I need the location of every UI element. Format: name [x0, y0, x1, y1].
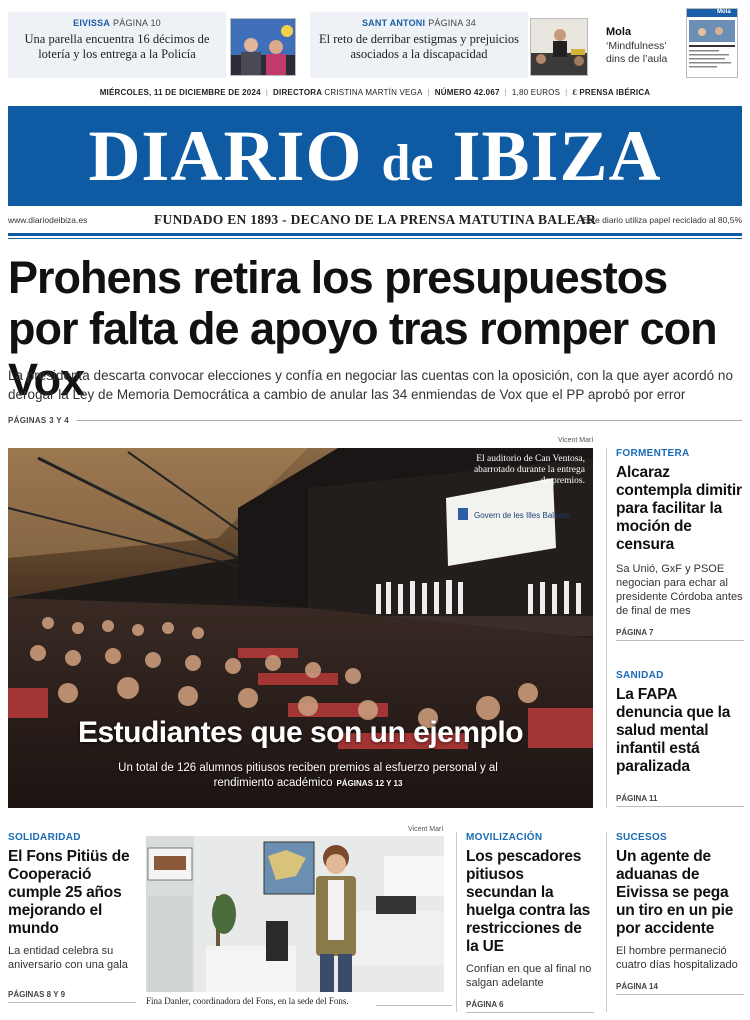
- teaser-mola[interactable]: [600, 12, 682, 78]
- teaser-sant-antoni-photo: [530, 18, 588, 76]
- price: 1,80 EUROS: [511, 88, 561, 97]
- divider: [8, 233, 742, 236]
- bottom-story-headline[interactable]: Un agente de aduanas de Eivissa se pega un tiro en un pie por accidente: [616, 848, 734, 937]
- bottom-story-section: SUCESOS: [616, 832, 668, 843]
- side-story-headline[interactable]: Alcaraz contempla dimitir para facilitar la moción de censura: [616, 464, 742, 553]
- title-part-de: de: [381, 135, 434, 192]
- lead-headline[interactable]: Prohens retira los presupuestos por falta de apoyo tras romper con Vox: [8, 252, 717, 405]
- bottom-story-body: La entidad celebra su aniversario con una gala: [8, 945, 128, 971]
- main-photo-credit: Vicent Marí: [558, 437, 594, 444]
- issue-number: NÚMERO 42.067: [434, 88, 500, 97]
- column-divider: [606, 448, 607, 808]
- bottom-story-page: PÁGINA 14: [616, 982, 744, 995]
- divider: [8, 238, 742, 239]
- side-story-body: Sa Unió, GxF y PSOE negocian para echar al presidente Córdoba antes de final de mes: [616, 563, 743, 617]
- side-story-sanidad[interactable]: [616, 670, 744, 807]
- bottom-story-headline[interactable]: Los pescadores pitiusos secundan la huelga contra las restricciones de la UE: [466, 848, 591, 955]
- edition-date: MIÉRCOLES, 11 DE DICIEMBRE DE 2024: [99, 88, 261, 97]
- main-photo[interactable]: [8, 448, 593, 808]
- press-group: PRENSA IBÉRICA: [579, 88, 651, 97]
- lead-deck: La presidenta descarta convocar elecciones y confía en negociar las cuentas con la oposición, con la que ayer acordó no derogar la Ley de Memoria Democrática a cambio de anular las 34 enmiendas de Vox que el PP aprobó por error: [8, 368, 733, 402]
- bottom-story-movilizacion[interactable]: [466, 832, 594, 1013]
- teaser-section: Mola: [606, 26, 632, 38]
- side-story-section: FORMENTERA: [616, 448, 690, 459]
- teaser-section: EIVISSA: [73, 18, 111, 28]
- newspaper-title: [8, 118, 742, 202]
- bottom-story-section: SOLIDARIDAD: [8, 832, 81, 843]
- recycled-paper-note: Este diario utiliza papel reciclado al 80,5%: [582, 215, 742, 225]
- bottom-story-solidaridad[interactable]: [8, 832, 136, 1003]
- stage-screen-text: Govern de les Illes Balears: [474, 511, 570, 520]
- teaser-page: PÁGINA 34: [428, 18, 477, 28]
- office-photo: [146, 836, 444, 992]
- fons-photo-credit: Vicent Marí: [408, 826, 444, 833]
- divider: [77, 420, 742, 421]
- auditorium-photo: [8, 448, 593, 808]
- column-divider: [456, 832, 457, 1012]
- teaser-sant-antoni[interactable]: [310, 12, 528, 78]
- teaser-page: PÁGINA 10: [113, 18, 161, 28]
- bottom-story-page: PÁGINAS 8 Y 9: [8, 990, 136, 1003]
- lead-pages: PÁGINAS 3 Y 4: [8, 416, 69, 425]
- column-divider: [606, 832, 607, 1012]
- teaser-eivissa[interactable]: [8, 12, 226, 78]
- title-part-diario: DIARIO: [88, 116, 363, 196]
- bottom-story-body: El hombre permaneció cuatro días hospitalizado: [616, 945, 738, 971]
- main-photo-pages: PÁGINAS 12 Y 13: [336, 779, 403, 788]
- fons-photo[interactable]: [146, 836, 444, 992]
- mola-cover-thumbnail: [686, 8, 738, 78]
- divider: [376, 1005, 452, 1006]
- website-link[interactable]: www.diariodeibiza.es: [8, 215, 88, 225]
- side-story-section: SANIDAD: [616, 670, 664, 681]
- teaser-text: Una parella encuentra 16 décimos de lotería y los entrega a la Policía: [24, 32, 210, 61]
- bottom-story-sucesos[interactable]: [616, 832, 744, 995]
- side-story-page: PÁGINA 7: [616, 628, 744, 641]
- bottom-story-body: Confían en que al final no salgan adelante: [466, 963, 592, 989]
- main-photo-caption: El auditorio de Can Ventosa, abarrotado durante la entrega de premios.: [473, 454, 585, 486]
- teaser-text: ‘Mindfulness’ dins de l’aula: [606, 40, 668, 65]
- main-photo-headline[interactable]: Estudiantes que son un ejemplo: [77, 716, 524, 749]
- press-group-logo-icon: Ɛ: [572, 88, 577, 97]
- side-story-page: PÁGINA 11: [616, 794, 744, 807]
- main-photo-summary: Un total de 126 alumnos pitiusos reciben premios al esfuerzo personal y al rendimiento académico: [118, 762, 498, 789]
- lead-pages-row: [8, 416, 742, 425]
- fons-photo-caption: Fina Danler, coordinadora del Fons, en la sede del Fons.: [146, 996, 349, 1006]
- teaser-section: SANT ANTONI: [361, 18, 426, 28]
- bottom-story-headline[interactable]: El Fons Pitiüs de Cooperació cumple 25 años mejorando el mundo: [8, 848, 130, 937]
- mola-thumb-label: Mola: [687, 9, 737, 17]
- title-part-ibiza: IBIZA: [452, 116, 662, 196]
- director-label: DIRECTORA: [273, 88, 322, 97]
- bottom-story-section: MOVILIZACIÓN: [466, 832, 543, 843]
- bottom-story-page: PÁGINA 6: [466, 1000, 594, 1013]
- edition-meta: MIÉRCOLES, 11 DE DICIEMBRE DE 2024 | DIRECTORA CRISTINA MARTÍN VEGA | NÚMERO 42.067 | 1,80 EUROS | Ɛ PRENSA IBÉRICA: [99, 88, 651, 97]
- side-story-formentera[interactable]: [616, 448, 744, 641]
- teaser-eivissa-photo: [230, 18, 296, 76]
- masthead[interactable]: [8, 106, 742, 206]
- director-name: CRISTINA MARTÍN VEGA: [324, 88, 423, 97]
- main-photo-text: [118, 761, 498, 791]
- teaser-bar: [0, 0, 750, 84]
- subline: [8, 212, 742, 230]
- side-story-headline[interactable]: La FAPA denuncia que la salud mental infantil está paralizada: [616, 686, 731, 775]
- founded-tagline: FUNDADO EN 1893 - DECANO DE LA PRENSA MATUTINA BALEAR: [153, 212, 597, 227]
- teaser-text: El reto de derribar estigmas y prejuicios asociados a la discapacidad: [319, 32, 519, 61]
